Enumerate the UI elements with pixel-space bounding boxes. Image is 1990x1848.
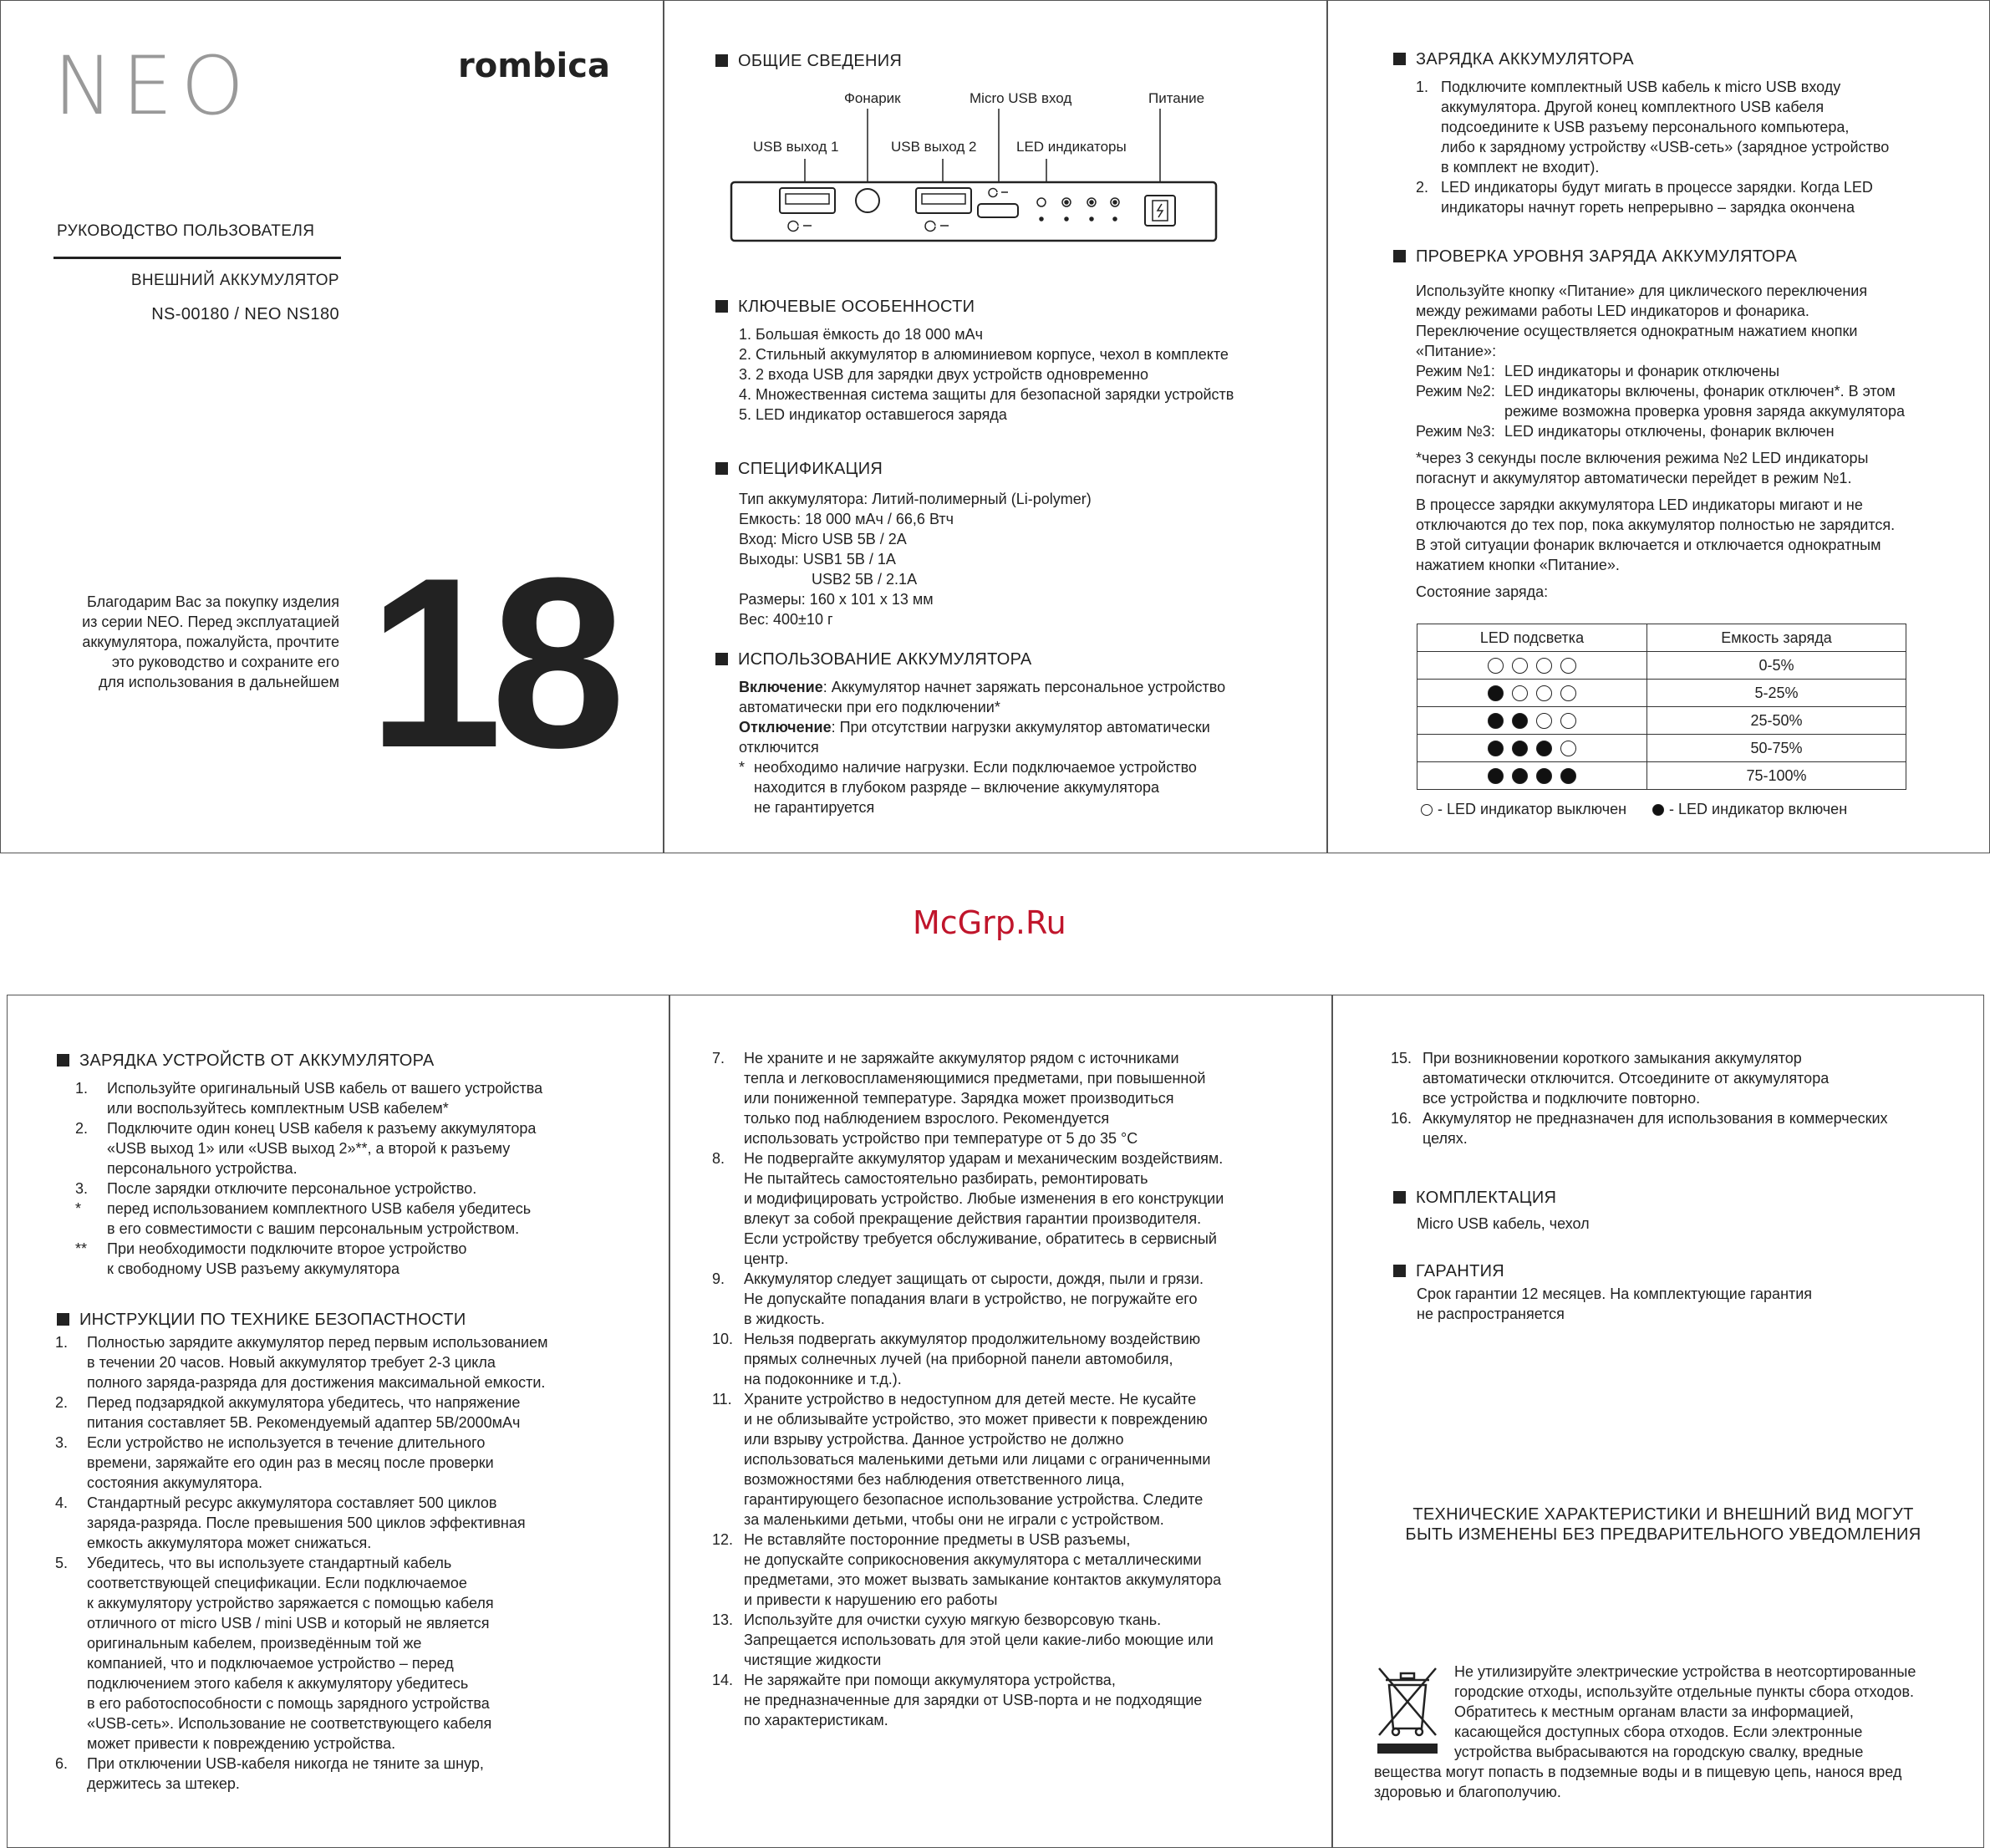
- notice: ТЕХНИЧЕСКИЕ ХАРАКТЕРИСТИКИ И ВНЕШНИЙ ВИД МОГУТ БЫТЬ ИЗМЕНЕНЫ БЕЗ ПРЕДВАРИТЕЛЬНОГО УВЕДОМЛЕНИЯ: [1405, 1505, 1921, 1544]
- list-item: 11. Храните устройство в недоступном для детей месте. Не кусайте и не облизывайте устройство, это может привести к повреждению или взрыву устройства. Данное устройство не должно использоваться маленькими детьми или лицами с ограниченными возможностями без наблюдения ответственного лица, гарантирующего безопасное использование устройства. Следите за маленькими детьми, чтобы они не играли с устройством.: [712, 1391, 1211, 1528]
- watermark: McGrp.Ru: [913, 904, 1066, 941]
- label-usb2: USB выход 2: [891, 139, 977, 155]
- list-item: 9. Аккумулятор следует защищать от сырости, дождя, пыли и грязи. Не допускайте попадания влаги в устройство, не погружайте его в жидкость.: [712, 1270, 1204, 1327]
- list-item: 7. Не храните и не заряжайте аккумулятор рядом с источниками тепла и легковоспламеняющимися предметами, при повышенной или пониженной температуре. Зарядка может производиться только под наблюдением взрослого. Рекомендуется использовать устройство при температуре от 5 до 35 °С: [712, 1050, 1206, 1147]
- product-name: ВНЕШНИЙ АККУМУЛЯТОР: [130, 272, 339, 289]
- label-power: Питание: [1148, 90, 1205, 106]
- spec-list: Тип аккумулятора: Литий-полимерный (Li-polymer) Емкость: 18 000 мАч / 66,6 Втч Вход: Micro USB 5В / 2А Выходы: USB1 5В / 1А USB2 5В / 2.1А Размеры: 160 х 101 х 13 мм Вес: 400±10 г: [739, 491, 1092, 628]
- led-off-icon: [1421, 804, 1433, 816]
- list-item: * перед использованием комплектного USB кабеля убедитесь в его совместимости с вашим персональным устройством.: [75, 1200, 532, 1237]
- features-heading: КЛЮЧЕВЫЕ ОСОБЕННОСТИ: [715, 298, 975, 317]
- led-on-icon: [1512, 768, 1528, 784]
- led-on-icon: [1512, 713, 1528, 729]
- list-item: 3. Если устройство не используется в течение длительного времени, заряжайте его один раз в месяц после проверки состояния аккумулятора.: [55, 1434, 494, 1491]
- charge-state-table: [1417, 624, 1906, 790]
- list-item: 2. Перед подзарядкой аккумулятора убедитесь, что напряжение питания составляет 5В. Рекомендуемый адаптер 5В/2000мАч: [55, 1394, 521, 1431]
- table-header: LED подсветка Емкость заряда: [1417, 624, 1906, 652]
- fold-line: [669, 995, 670, 1848]
- list-item: 12. Не вставляйте посторонние предметы в USB разъемы, не допускайте соприкосновения аккумулятора с металлическими предметами, это может вызвать замыкание контактов аккумулятора и привести к нарушению его работы: [712, 1531, 1222, 1608]
- charging-heading: ЗАРЯДКА АККУМУЛЯТОРА: [1393, 50, 1634, 69]
- fold-line: [1326, 0, 1328, 853]
- led-off-icon: [1560, 685, 1576, 701]
- list-item: 5. LED индикатор оставшегося заряда: [739, 406, 1007, 423]
- label-usb1: USB выход 1: [753, 139, 839, 155]
- led-on-icon: [1512, 741, 1528, 756]
- led-on-icon: [1488, 768, 1504, 784]
- list-item: 2. LED индикаторы будут мигать в процессе зарядки. Когда LED индикаторы начнут гореть непрерывно – зарядка окончена: [1416, 179, 1873, 216]
- list-item: 1. Подключите комплектный USB кабель к micro USB входу аккумулятора. Другой конец комплектного USB кабеля подсоедините к USB разъему персонального компьютера, либо к зарядному устройству «USB-сеть» (зарядное устройство в комплект не входит).: [1416, 79, 1890, 176]
- list-item: 3. После зарядки отключите персональное устройство.: [75, 1180, 477, 1197]
- led-off-icon: [1536, 713, 1552, 729]
- warranty-heading: ГАРАНТИЯ: [1393, 1262, 1504, 1281]
- led-on-icon: [1488, 685, 1504, 701]
- level-heading: ПРОВЕРКА УРОВНЯ ЗАРЯДА АККУМУЛЯТОРА: [1393, 247, 1797, 267]
- safety-list-1: [55, 1332, 547, 1794]
- list-item: 1. Используйте оригинальный USB кабель от вашего устройства или воспользуйтесь комплектным USB кабелем*: [75, 1080, 543, 1117]
- warranty-text: Срок гарантии 12 месяцев. На комплектующие гарантия не распространяется: [1417, 1285, 1813, 1322]
- table-row: 5-25%: [1417, 680, 1906, 707]
- table-row: 75-100%: [1417, 762, 1906, 790]
- list-item: 1. Большая ёмкость до 18 000 мАч: [739, 326, 983, 343]
- safety-heading: ИНСТРУКЦИИ ПО ТЕХНИКЕ БЕЗОПАСТНОСТИ: [57, 1311, 466, 1330]
- led-off-icon: [1512, 658, 1528, 674]
- list-item: 5. Убедитесь, что вы используете стандартный кабель соответствующей спецификации. Если подключаемое к аккумулятору устройство заряжается с помощью кабеля отличного от micro USB / mini USB и который не является оригинальным кабелем, произведённым той же компанией, что и подключаемое устройство – перед подключением этого кабеля к аккумулятору убедитесь в его работоспособности с помощь зарядного устройства «USB-сеть». Использование не соответствующего кабеля может привести к повреждению устройства.: [55, 1555, 494, 1752]
- disposal-text-full: вещества могут попасть в подземные воды и в пищевую цепь, нанося вред здоровью и благополучию.: [1374, 1764, 1902, 1800]
- led-off-icon: [1560, 658, 1576, 674]
- led-on-icon: [1488, 713, 1504, 729]
- label-led: LED индикаторы: [1016, 139, 1127, 155]
- led-off-icon: [1512, 685, 1528, 701]
- list-item: 2. Стильный аккумулятор в алюминиевом корпусе, чехол в комплекте: [739, 346, 1229, 363]
- list-item: 15. При возникновении короткого замыкания аккумулятор автоматически отключится. Отсоедините от аккумулятора все устройства и подключите повторно.: [1391, 1050, 1830, 1107]
- list-item: 13. Используйте для очистки сухую мягкую безворсовую ткань. Запрещается использовать для этой цели какие-либо моющие или чистящие жидкости: [712, 1611, 1214, 1668]
- list-item: 1. Полностью зарядите аккумулятор перед первым использованием в течении 20 часов. Новый аккумулятор требует 2-3 цикла полного заряда-разряда для достижения максимальной емкости.: [55, 1334, 548, 1391]
- list-item: 14. Не заряжайте при помощи аккумулятора устройства, не предназначенные для зарядки от USB-порта и не подходящие по характеристикам.: [712, 1672, 1203, 1728]
- general-heading: ОБЩИЕ СВЕДЕНИЯ: [715, 52, 902, 71]
- led-on-icon: [1536, 768, 1552, 784]
- led-off-icon: [1536, 658, 1552, 674]
- label-micro-usb: Micro USB вход: [970, 90, 1072, 106]
- table-row: 50-75%: [1417, 735, 1906, 762]
- spec-heading: СПЕЦИФИКАЦИЯ: [715, 460, 883, 479]
- led-on-icon: [1536, 741, 1552, 756]
- doc-type: РУКОВОДСТВО ПОЛЬЗОВАТЕЛЯ: [57, 222, 315, 240]
- devices-heading: ЗАРЯДКА УСТРОЙСТВ ОТ АККУМУЛЯТОРА: [57, 1051, 435, 1071]
- power-bank-diagram: [719, 84, 1220, 251]
- label-flashlight: Фонарик: [844, 90, 901, 106]
- list-item: 4. Множественная система защиты для безопасной зарядки устройств: [739, 386, 1234, 403]
- led-on-icon: [1560, 768, 1576, 784]
- model-name: NS-00180 / NEO NS180: [151, 305, 339, 323]
- led-off-icon: [1560, 741, 1576, 756]
- led-on-icon: [1652, 804, 1664, 816]
- usage-text: Включение: Аккумулятор начнет заряжать персональное устройство автоматически при его подключении* Отключение: При отсутствии нагрузки аккумулятор автоматически отключится * необходимо наличие нагрузки. Если подключаемое устройство находится в глубоком разряде – включение аккумулятора не гарантируется: [739, 679, 1226, 816]
- fold-line: [663, 0, 664, 853]
- list-item: 4. Стандартный ресурс аккумулятора составляет 500 циклов заряда-разряда. После превышения 500 циклов эффективная емкость аккумулятора может снижаться.: [55, 1494, 526, 1551]
- led-off-icon: [1536, 685, 1552, 701]
- legend: - LED индикатор выключен - LED индикатор включен: [1421, 799, 1847, 819]
- rombica-logo: rombica: [458, 47, 610, 85]
- usage-heading: ИСПОЛЬЗОВАНИЕ АККУМУЛЯТОРА: [715, 650, 1032, 669]
- devices-list: [75, 1078, 542, 1279]
- charging-list: [1416, 77, 1889, 217]
- led-off-icon: [1560, 713, 1576, 729]
- safety-list-2: [712, 1048, 1224, 1730]
- list-item: 10. Нельзя подвергать аккумулятор продолжительному воздействию прямых солнечных лучей (на приборной панели автомобиля, на подоконнике и т.д.).: [712, 1331, 1201, 1387]
- disposal-text: Не утилизируйте электрические устройства в неотсортированные городские отходы, используйте отдельные пункты сбора отходов. Обратитесь к местным органам власти за информацией, касающейся доступных сбора отходов. Если электронные устройства выбрасываются на городскую свалку, вредные: [1454, 1663, 1916, 1760]
- list-item: 3. 2 входа USB для зарядки двух устройств одновременно: [739, 366, 1149, 383]
- features-list: [739, 324, 1234, 425]
- thanks-text: Благодарим Вас за покупку изделия из серии NEO. Перед эксплуатацией аккумулятора, пожалуйста, прочтите это руководство и сохраните его для использования в дальнейшем: [82, 593, 339, 690]
- title-rule: [53, 257, 341, 259]
- capacity-number: 18: [368, 527, 614, 798]
- table-row: 25-50%: [1417, 707, 1906, 735]
- list-item: 2. Подключите один конец USB кабеля к разъему аккумулятора «USB выход 1» или «USB выход 2»**, а второй к разъему персонального устройства.: [75, 1120, 537, 1177]
- list-item: ** При необходимости подключите второе устройство к свободному USB разъему аккумулятора: [75, 1240, 467, 1277]
- led-on-icon: [1488, 741, 1504, 756]
- list-item: 6. При отключении USB-кабеля никогда не тяните за шнур, держитесь за штекер.: [55, 1755, 484, 1792]
- list-item: 8. Не подвергайте аккумулятор ударам и механическим воздействиям. Не пытайтесь самостоятельно разбирать, ремонтировать и модифицировать устройство. Любые изменения в его конструкции влекут за собой прекращение действия гарантии производителя. Если устройству требуется обслуживание, обратитесь в сервисный центр.: [712, 1150, 1224, 1267]
- led-off-icon: [1488, 658, 1504, 674]
- kit-text: Micro USB кабель, чехол: [1417, 1215, 1590, 1232]
- fold-line: [1331, 995, 1333, 1848]
- level-text: Используйте кнопку «Питание» для циклического переключения между режимами работы LED индикаторов и фонарика. Переключение осуществляется однократным нажатием кнопки «Питание»: Режим №1: LED индикаторы и фонарик отключены Режим №2: LED индикаторы включены, фонарик отключен*. В этом режиме возможна проверка уровня заряда аккумулятора Режим №3: LED индикаторы отключены, фонарик включен *через 3 секунды после включения режима №2 LED индикаторы погаснут и аккумулятор автоматически перейдет в режим №1. В процессе зарядки аккумулятора LED индикаторы мигают и не отключаются до тех пор, пока аккумулятор полностью не зарядится. В этой ситуации фонарик включается и отключается однократным нажатием кнопки «Питание». Состояние заряда:: [1416, 283, 1906, 600]
- list-item: 16. Аккумулятор не предназначен для использования в коммерческих целях.: [1391, 1110, 1888, 1147]
- kit-heading: КОМПЛЕКТАЦИЯ: [1393, 1189, 1556, 1208]
- safety-list-3: [1391, 1048, 1888, 1148]
- table-row: 0-5%: [1417, 652, 1906, 680]
- neo-logo: NEO: [53, 39, 253, 133]
- weee-bin-icon: [1374, 1663, 1441, 1757]
